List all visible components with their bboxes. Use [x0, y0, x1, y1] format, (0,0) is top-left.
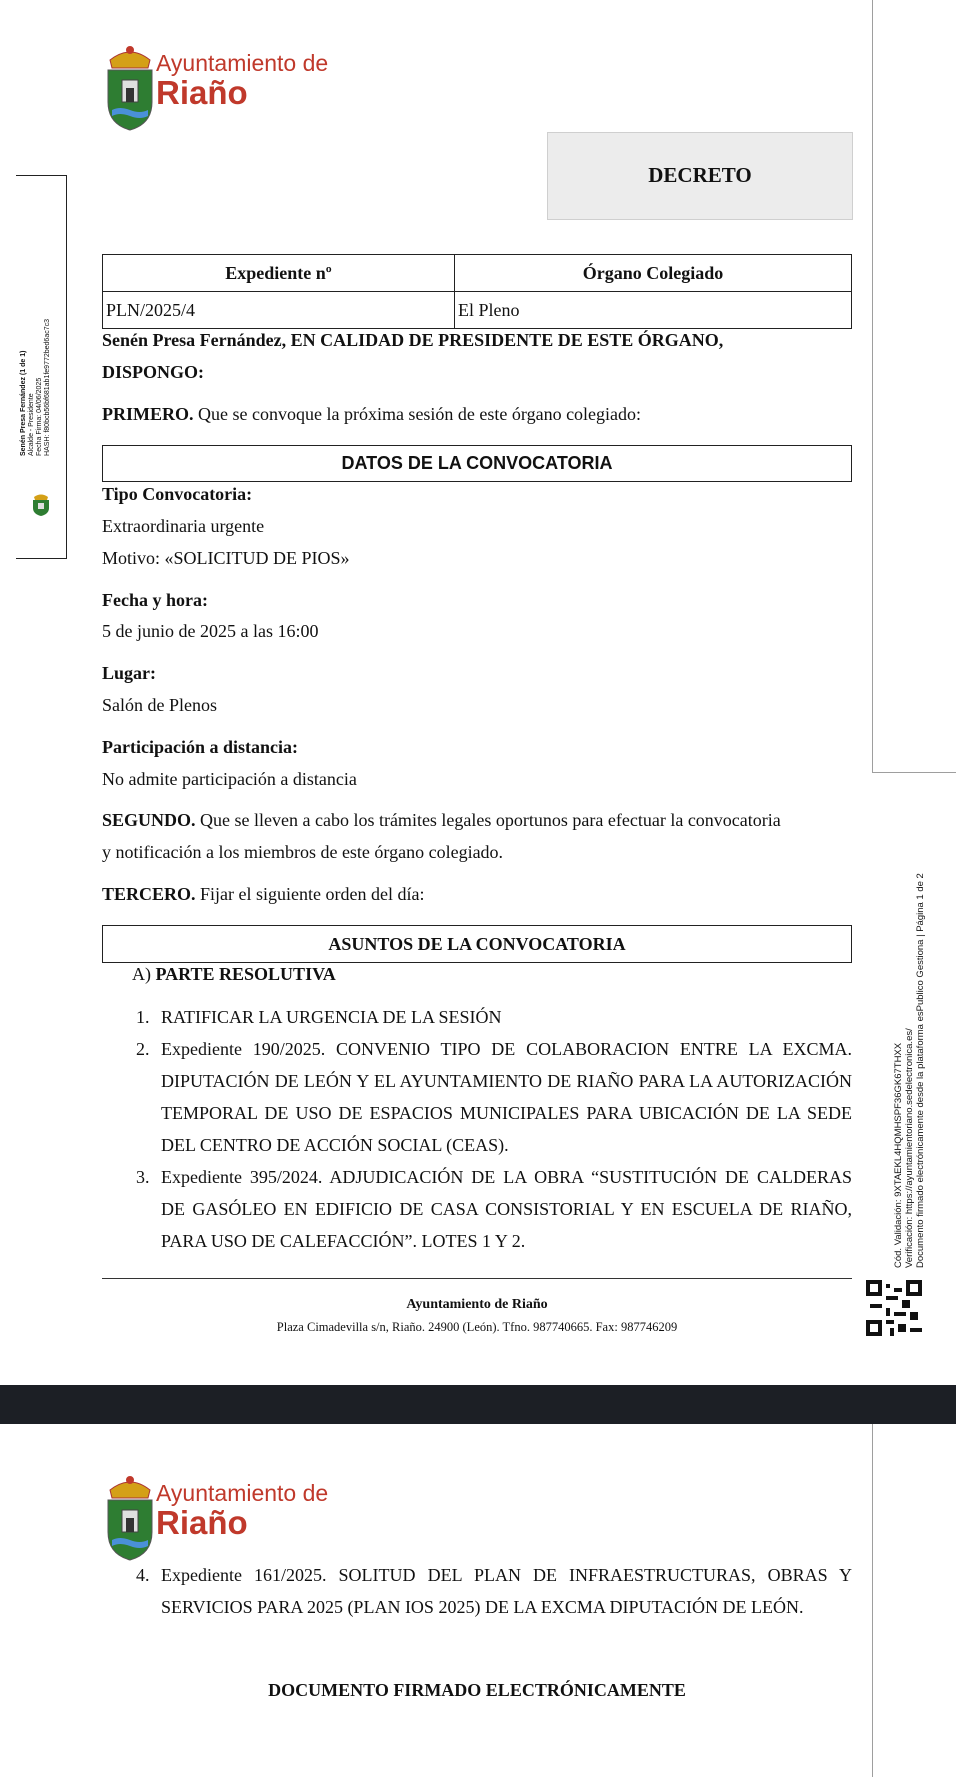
signer-role: Alcalde - Presidente	[28, 393, 35, 456]
tercero-text: Fijar el siguiente orden del día:	[195, 884, 425, 904]
validation-code: Cód. Validación: 9XTAEKL4HQMHSPF36GK67THXX	[893, 1042, 904, 1268]
lugar-label: Lugar:	[102, 663, 156, 683]
agenda-item-text: Expediente 395/2024. ADJUDICACIÓN DE LA OBRA “SUSTITUCIÓN DE CALDERAS DE GASÓLEO EN EDIFICIO DE CASA CONSISTORIAL Y EN ESCUELA DE RIAÑO, PARA USO DE CALEFACCIÓN”. LOTES 1 Y 2.	[161, 1167, 852, 1251]
agenda-item-4	[136, 1559, 852, 1623]
participacion-value: No admite participación a distancia	[102, 769, 357, 789]
coat-of-arms-icon	[104, 40, 156, 132]
expediente-table	[102, 254, 852, 329]
motivo-value: Motivo: «SOLICITUD DE PIOS»	[102, 548, 350, 568]
validation-url: Verificación: https://ayuntamientoriano.sedelectronica.es/	[904, 1028, 915, 1268]
parte-letter: A)	[132, 964, 151, 984]
documento-firmado: DOCUMENTO FIRMADO ELECTRÓNICAMENTE	[268, 1680, 686, 1700]
fecha-value: 5 de junio de 2025 a las 16:00	[102, 621, 319, 641]
agenda-item-number: 4.	[136, 1565, 150, 1585]
tipo-value: Extraordinaria urgente	[102, 516, 265, 536]
organo-header: Órgano Colegiado	[455, 255, 852, 292]
datos-convocatoria-header: DATOS DE LA CONVOCATORIA	[102, 445, 852, 482]
coat-of-arms-icon	[104, 1470, 156, 1562]
signer-name: Senén Presa Fernández (1 de 1)	[20, 350, 27, 456]
signature-stamp	[20, 319, 52, 456]
signature-date: Fecha Firma: 04/06/2025	[36, 377, 43, 456]
fecha-label: Fecha y hora:	[102, 590, 208, 610]
lugar-value: Salón de Plenos	[102, 695, 217, 715]
agenda-item-text: Expediente 161/2025. SOLITUD DEL PLAN DE INFRAESTRUCTURAS, OBRAS Y SERVICIOS PARA 2025 (PLAN IOS 2025) DE LA EXCMA DIPUTACIÓN DE LEÓN.	[161, 1565, 852, 1617]
agenda-item-number: 1.	[136, 1007, 150, 1027]
tercero-paragraph	[102, 884, 424, 905]
footer-name: Ayuntamiento de Riaño	[406, 1297, 548, 1312]
primero-text: Que se convoque la próxima sesión de este órgano colegiado:	[193, 404, 642, 424]
primero-label: PRIMERO.	[102, 404, 194, 424]
logo-text-line1: Ayuntamiento de	[156, 50, 329, 76]
parte-resolutiva	[132, 964, 336, 985]
logo-text-line2: Riaño	[156, 74, 248, 111]
page-border-corner	[872, 772, 956, 773]
parte-label: PARTE RESOLUTIVA	[155, 964, 336, 984]
validation-stamp	[893, 873, 926, 1268]
tercero-label: TERCERO.	[102, 884, 196, 904]
agenda-item-text: RATIFICAR LA URGENCIA DE LA SESIÓN	[161, 1007, 502, 1027]
agenda-item-number: 3.	[136, 1167, 150, 1187]
decreto-title: DECRETO	[648, 163, 752, 187]
agenda-item-text: Expediente 190/2025. CONVENIO TIPO DE COLABORACION ENTRE LA EXCMA. DIPUTACIÓN DE LEÓN Y EL AYUNTAMIENTO DE RIAÑO PARA LA AUTORIZACIÓN TEMPORAL DE USO DE ESPACIOS MUNICIPALES PARA UBICACIÓN DE LA SEDE DEL CENTRO DE ACCIÓN SOCIAL (CEAS).	[161, 1039, 852, 1155]
page-border-right-lower	[872, 1424, 873, 1777]
agenda-item-2	[136, 1033, 852, 1161]
qr-code-icon	[866, 1280, 922, 1336]
asuntos-convocatoria-header: ASUNTOS DE LA CONVOCATORIA	[102, 925, 852, 963]
agenda-item-3	[136, 1161, 852, 1257]
page-separator	[0, 1385, 956, 1424]
expediente-header: Expediente nº	[103, 255, 455, 292]
segundo-label: SEGUNDO.	[102, 810, 196, 830]
participacion-label: Participación a distancia:	[102, 737, 298, 757]
logo-text-line1: Ayuntamiento de	[156, 1480, 329, 1506]
decreto-title-box	[547, 132, 853, 220]
presidente-line: Senén Presa Fernández, EN CALIDAD DE PRESIDENTE DE ESTE ÓRGANO,	[102, 330, 724, 350]
primero-paragraph	[102, 404, 641, 425]
dispongo: DISPONGO:	[102, 362, 205, 382]
tipo-label: Tipo Convocatoria:	[102, 484, 253, 504]
expediente-value: PLN/2025/4	[103, 292, 455, 329]
municipality-logo-page2	[104, 1470, 334, 1562]
segundo-text: Que se lleven a cabo los trámites legales oportunos para efectuar la convocatoria	[195, 810, 781, 830]
segundo-paragraph	[102, 810, 781, 831]
stamp-coat-of-arms-icon	[31, 492, 51, 516]
agenda-item-1	[136, 1001, 852, 1033]
footer-address: Plaza Cimadevilla s/n, Riaño. 24900 (León). Tfno. 987740665. Fax: 987746209	[276, 1320, 678, 1334]
organo-value: El Pleno	[455, 292, 852, 329]
page-border-right	[872, 0, 873, 773]
footer-divider	[102, 1278, 852, 1279]
logo-text-line2: Riaño	[156, 1504, 248, 1541]
segundo-text-line2: y notificación a los miembros de este órgano colegiado.	[102, 842, 504, 862]
agenda-item-number: 2.	[136, 1039, 150, 1059]
signature-hash: HASH: f80bcb56bf681ab1fe9772bed6ac7c3	[44, 319, 51, 456]
municipality-logo	[104, 40, 334, 132]
validation-platform: Documento firmado electrónicamente desde la plataforma esPublico Gestiona | Página 1 de 2	[915, 873, 926, 1268]
